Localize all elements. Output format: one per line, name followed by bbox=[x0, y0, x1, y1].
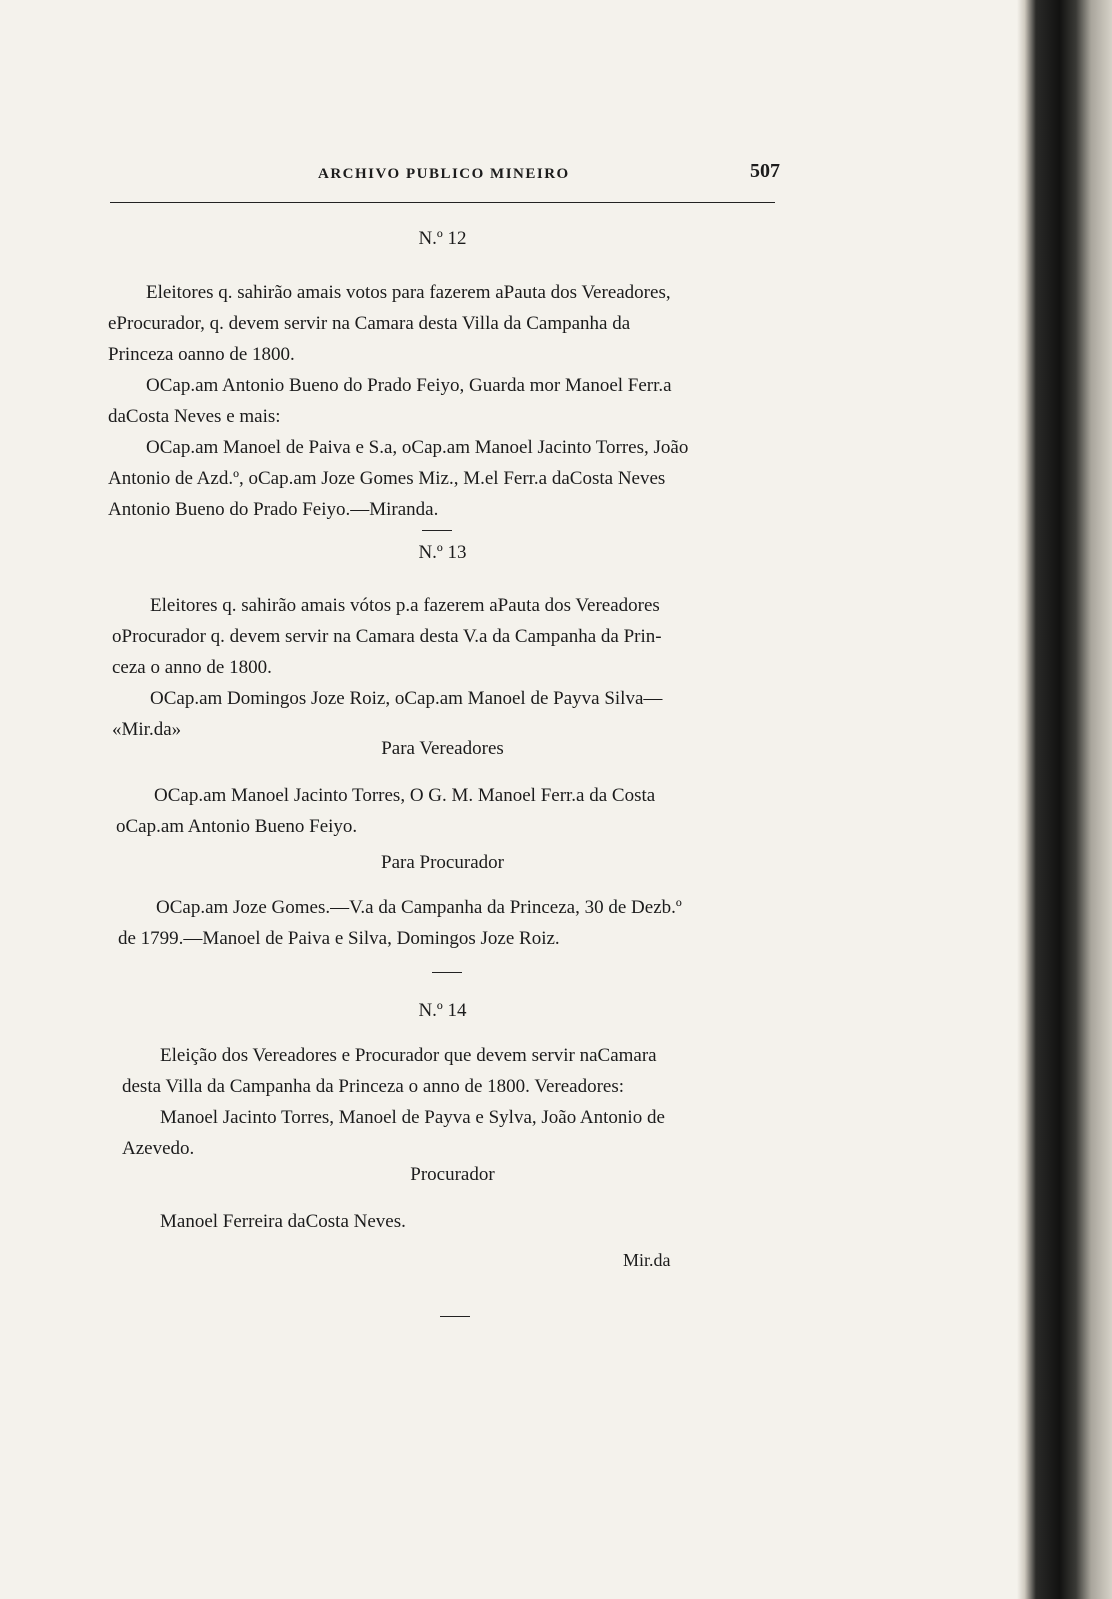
page-header bbox=[110, 160, 780, 190]
header-rule bbox=[110, 202, 775, 203]
procurador-text bbox=[118, 892, 778, 954]
text-line: Antonio Bueno do Prado Feiyo.—Miranda. bbox=[108, 499, 439, 520]
subheading-procurador: Procurador bbox=[410, 1164, 495, 1185]
procurador-name: Manoel Ferreira daCosta Neves. bbox=[160, 1211, 406, 1232]
text-line: Eleitores q. sahirão amais votos para fazerem aPauta dos Vereadores, bbox=[146, 282, 671, 303]
section-separator bbox=[422, 530, 452, 531]
text-line: de 1799.—Manoel de Paiva e Silva, Domingos Joze Roiz. bbox=[118, 928, 560, 949]
vereadores-list bbox=[116, 780, 776, 842]
text-line: Eleição dos Vereadores e Procurador que devem servir naCamara bbox=[160, 1045, 657, 1066]
text-line: Manoel Jacinto Torres, Manoel de Payva e Sylva, João Antonio de bbox=[160, 1107, 665, 1128]
text-line: Antonio de Azd.º, oCap.am Joze Gomes Miz., M.el Ferr.a daCosta Neves bbox=[108, 468, 666, 489]
section-13-body bbox=[112, 590, 772, 745]
text-line: desta Villa da Campanha da Princeza o anno de 1800. Vereadores: bbox=[122, 1076, 625, 1097]
section-14-body bbox=[122, 1040, 782, 1164]
section-12-body bbox=[108, 277, 768, 525]
section-12-heading: N.º 12 bbox=[418, 228, 467, 249]
text-line: eProcurador, q. devem servir na Camara desta Villa da Campanha da bbox=[108, 313, 631, 334]
text-line: «Mir.da» bbox=[112, 719, 182, 740]
section-13-heading: N.º 13 bbox=[418, 542, 467, 563]
text-line: Azevedo. bbox=[122, 1138, 195, 1159]
book-binding-edge bbox=[1017, 0, 1112, 1599]
text-line: Princeza oanno de 1800. bbox=[108, 344, 295, 365]
text-line: ceza o anno de 1800. bbox=[112, 657, 272, 678]
section-separator bbox=[440, 1316, 470, 1317]
text-line: oCap.am Antonio Bueno Feiyo. bbox=[116, 816, 358, 837]
text-line: OCap.am Joze Gomes.—V.a da Campanha da Princeza, 30 de Dezb.º bbox=[156, 897, 682, 918]
subheading-para-procurador: Para Procurador bbox=[381, 852, 504, 873]
section-14-heading: N.º 14 bbox=[418, 1000, 467, 1021]
text-line: OCap.am Domingos Joze Roiz, oCap.am Manoel de Payva Silva— bbox=[150, 688, 663, 709]
text-line: daCosta Neves e mais: bbox=[108, 406, 281, 427]
text-line: OCap.am Manoel de Paiva e S.a, oCap.am Manoel Jacinto Torres, João bbox=[146, 437, 689, 458]
text-line: OCap.am Manoel Jacinto Torres, O G. M. Manoel Ferr.a da Costa bbox=[154, 785, 656, 806]
subheading-para-vereadores: Para Vereadores bbox=[381, 738, 504, 759]
text-line: Eleitores q. sahirão amais vótos p.a fazerem aPauta dos Vereadores bbox=[150, 595, 660, 616]
signature: Mir.da bbox=[623, 1250, 671, 1270]
section-separator bbox=[432, 972, 462, 973]
page-number: 507 bbox=[750, 160, 780, 182]
text-line: oProcurador q. devem servir na Camara desta V.a da Campanha da Prin- bbox=[112, 626, 662, 647]
header-title: ARCHIVO PUBLICO MINEIRO bbox=[318, 166, 570, 182]
text-line: OCap.am Antonio Bueno do Prado Feiyo, Guarda mor Manoel Ferr.a bbox=[146, 375, 672, 396]
